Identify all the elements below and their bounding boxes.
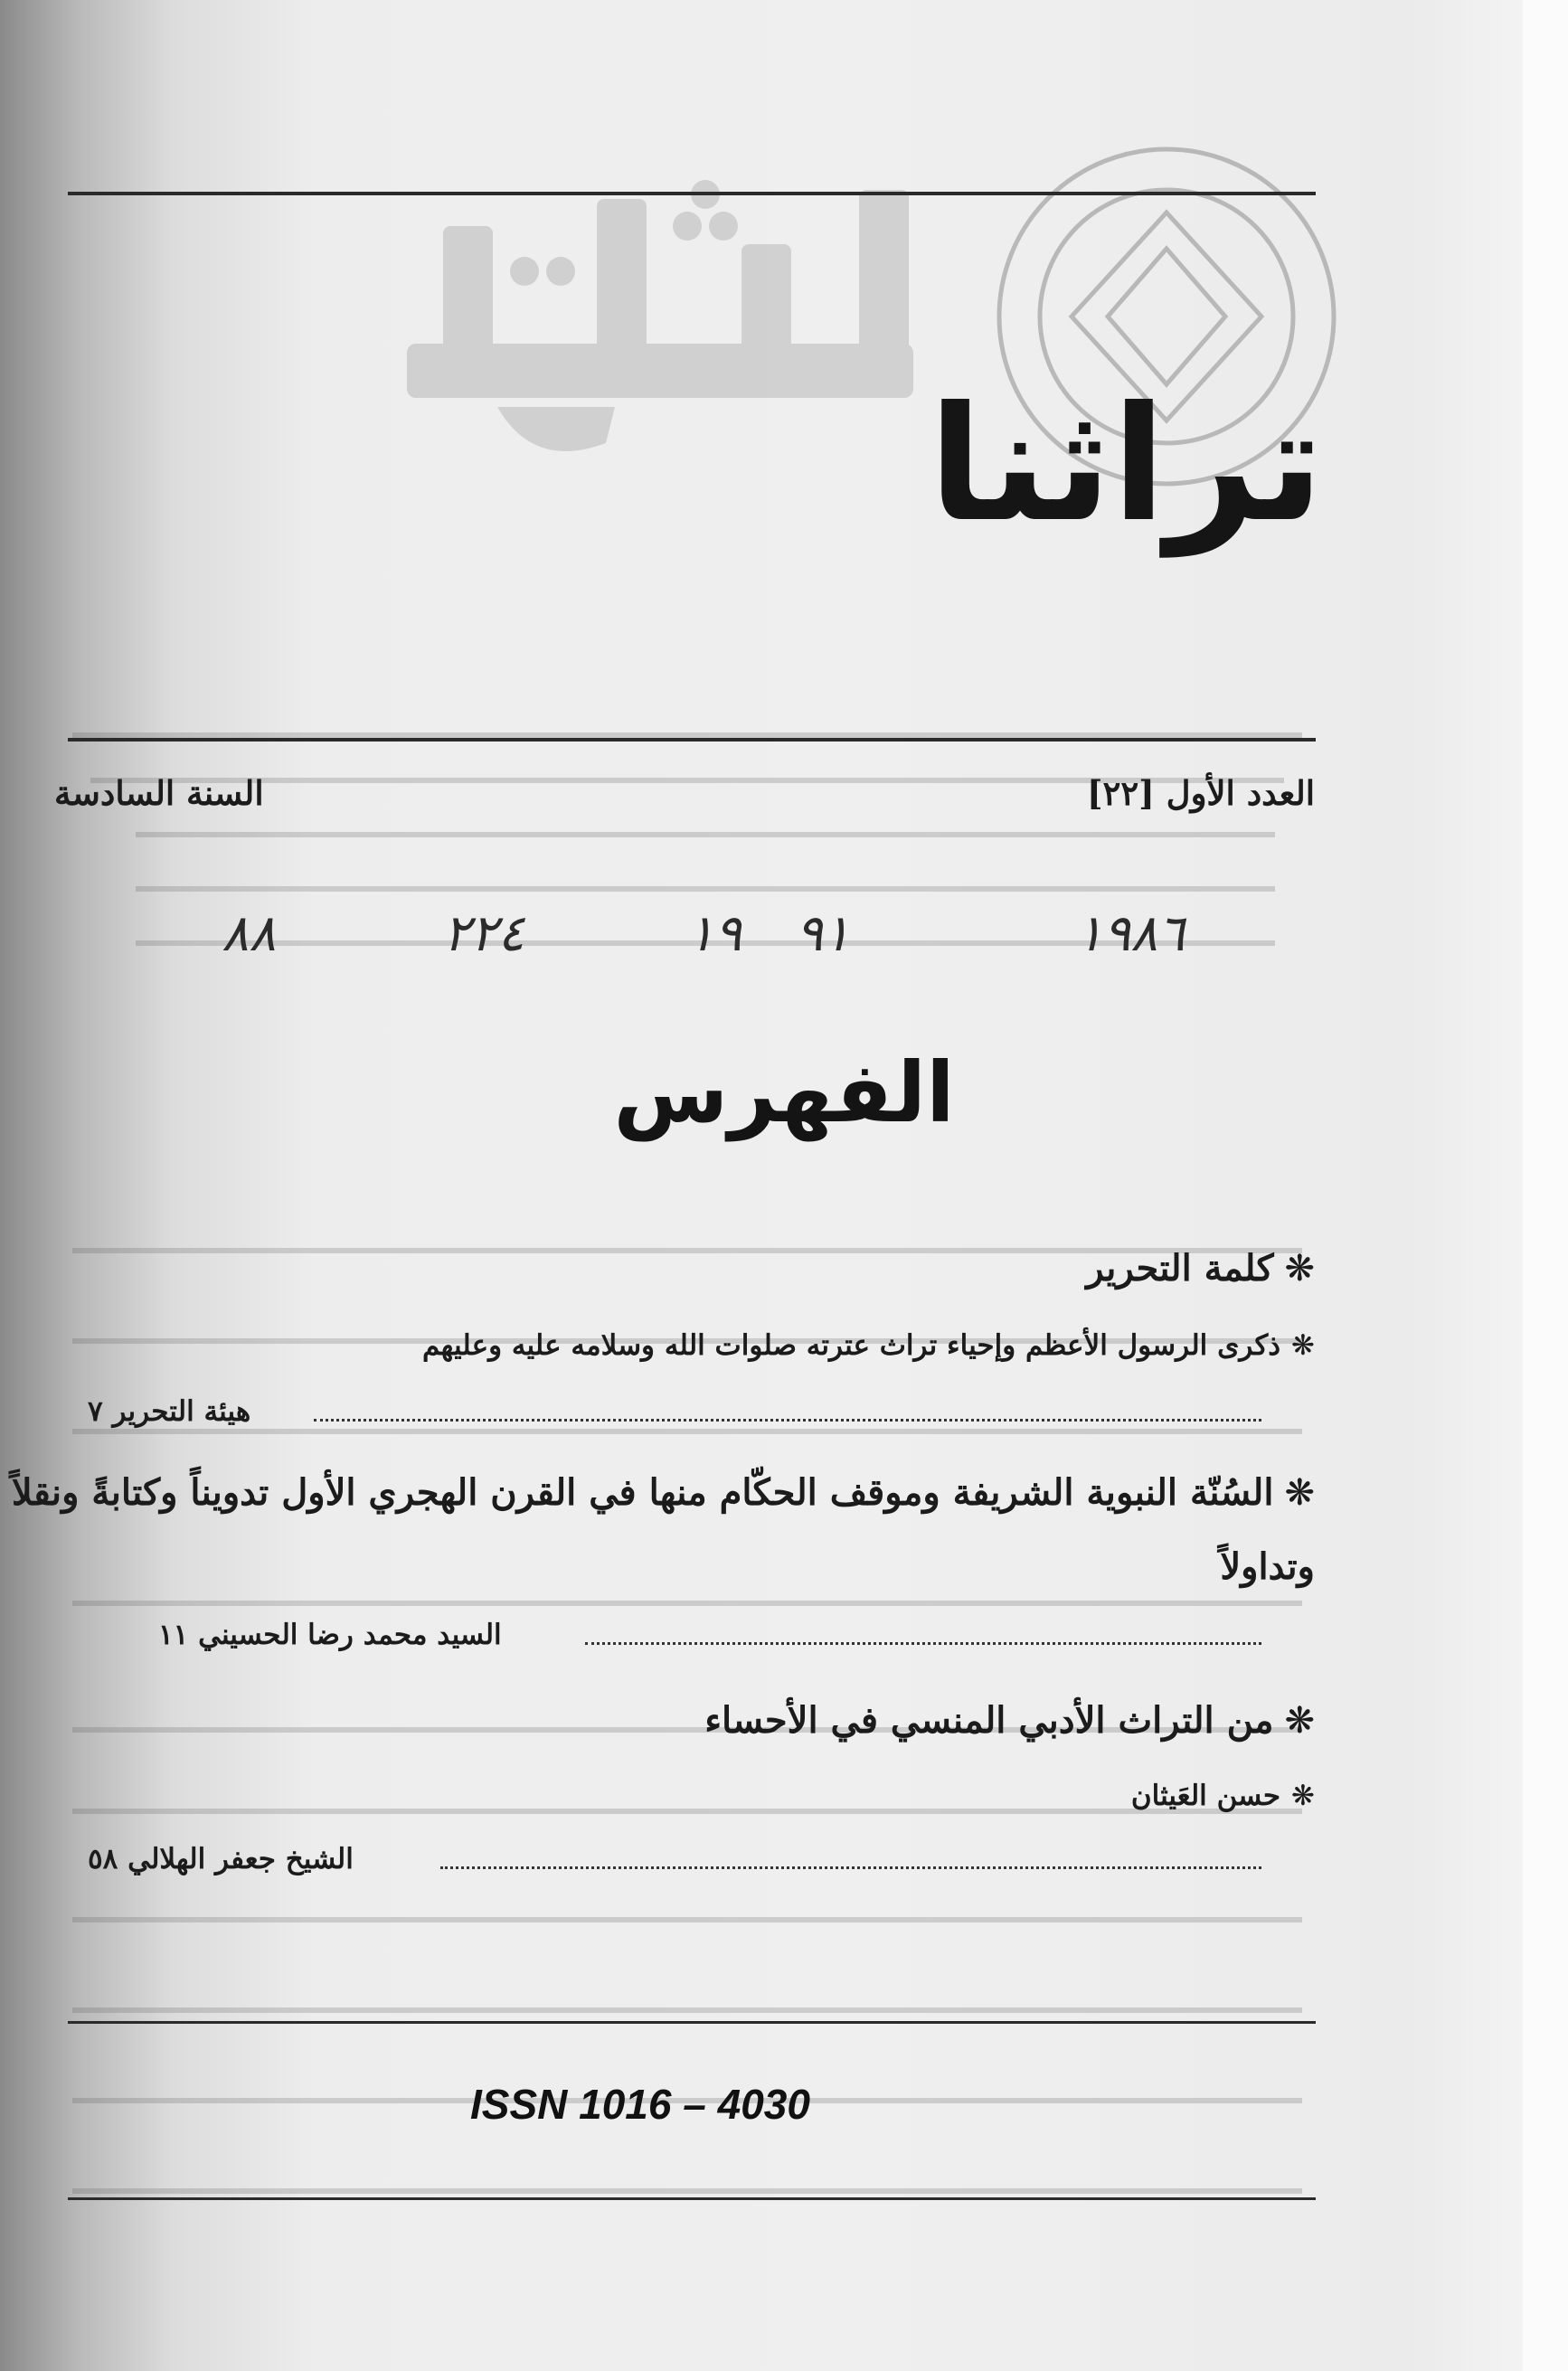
handwritten-note-year: ١٩٨٦ [1076,904,1185,963]
heading-text: كلمة التحرير [1086,1247,1274,1289]
entry-author: الشيخ جعفر الهلالي ٥٨ [88,1843,354,1875]
asterisk-icon: ❋ [1291,1780,1315,1812]
issue-number: العدد الأول [٢٢] [1087,773,1315,813]
masthead-rule [68,738,1316,742]
asterisk-icon: ❋ [1284,1700,1315,1742]
entry-author: السيد محمد رضا الحسيني ١١ [158,1619,502,1651]
toc-entry-row [68,1395,1316,1441]
handwritten-note-b: ١٩ [687,904,742,963]
footer-rule-top [68,2021,1316,2024]
handwritten-note-a: ٩١ [796,904,851,963]
heading-text: السُنّة النبوية الشريفة وموقف الحكّام منها في القرن الهجري الأول تدويناً وكتابةً ونقلاً [11,1471,1274,1514]
toc-entry-row [68,1619,1316,1664]
asterisk-icon: ❋ [1284,1248,1315,1289]
toc-section-subheading [67,1329,1315,1362]
subheading-text: ذكرى الرسول الأعظم وإحياء تراث عترته صلوات الله وسلامه عليه وعليهم [422,1329,1281,1362]
toc-section-heading [49,1682,1315,1760]
toc-section-heading [11,1454,1315,1532]
handwritten-note-d: ٨٨ [222,904,277,963]
page-edge [1523,0,1568,2371]
toc-section-subheading [67,1780,1315,1812]
asterisk-icon: ❋ [1284,1472,1315,1514]
dot-leader [314,1415,1261,1422]
heading-text: من التراث الأدبي المنسي في الأحساء [704,1699,1274,1742]
journal-masthead: تراثنا [928,373,1324,557]
footer-rule-bottom [68,2197,1316,2200]
top-rule [68,192,1316,195]
handwritten-note-c: ٢٢٤ [443,904,525,963]
issn-number: ISSN 1016 – 4030 [470,2081,810,2128]
toc-title: الفهرس [613,1044,955,1141]
entry-author: هيئة التحرير ٧ [88,1395,251,1428]
dot-leader [440,1863,1261,1869]
year-label: السنة السادسة [54,773,264,813]
subheading-text: حسن العَيثان [1130,1780,1281,1812]
toc-section-heading [49,1230,1315,1308]
toc-section-heading-cont: وتداولاً [1220,1545,1315,1588]
asterisk-icon: ❋ [1291,1329,1315,1362]
dot-leader [585,1639,1261,1645]
toc-entry-row [68,1843,1316,1888]
